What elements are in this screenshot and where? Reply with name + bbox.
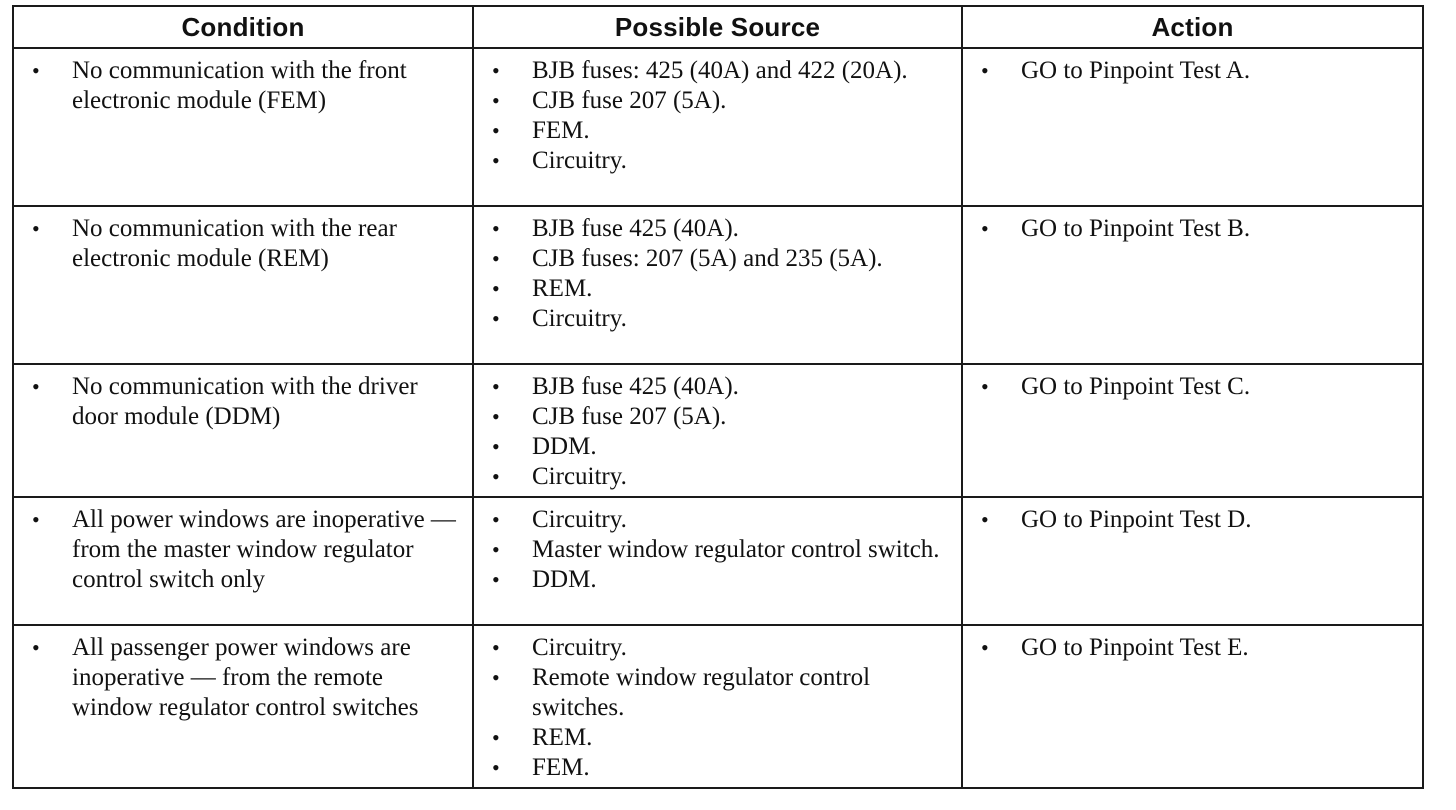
condition-cell — [13, 206, 473, 364]
action-cell — [962, 497, 1423, 625]
header-condition: Condition — [13, 6, 473, 48]
source-cell — [473, 625, 962, 788]
condition-text: • All power windows are inoperative — from the master window regulator control switch only — [28, 505, 462, 595]
condition-cell — [13, 625, 473, 788]
source-item: • Circuitry. — [488, 633, 951, 663]
source-item: • Circuitry. — [488, 304, 951, 334]
condition-text: • All passenger power windows are inoperative — from the remote window regulator control switches — [28, 633, 462, 723]
source-item: • Circuitry. — [488, 462, 951, 492]
condition-text: • No communication with the driver door module (DDM) — [28, 372, 462, 432]
condition-cell — [13, 48, 473, 206]
table-row — [13, 497, 1423, 625]
condition-text: • No communication with the front electronic module (FEM) — [28, 56, 462, 116]
header-possible-source: Possible Source — [473, 6, 962, 48]
source-item: • Master window regulator control switch. — [488, 535, 951, 565]
action-text: • GO to Pinpoint Test B. — [977, 214, 1412, 244]
header-row — [13, 6, 1423, 48]
action-text: • GO to Pinpoint Test E. — [977, 633, 1412, 663]
source-item: • FEM. — [488, 753, 951, 783]
source-item: • CJB fuses: 207 (5A) and 235 (5A). — [488, 244, 951, 274]
action-cell — [962, 206, 1423, 364]
source-cell — [473, 497, 962, 625]
action-cell — [962, 364, 1423, 497]
source-item: • BJB fuses: 425 (40A) and 422 (20A). — [488, 56, 951, 86]
source-item: • REM. — [488, 274, 951, 304]
source-cell — [473, 364, 962, 497]
table-row — [13, 48, 1423, 206]
source-cell — [473, 48, 962, 206]
action-text: • GO to Pinpoint Test A. — [977, 56, 1412, 86]
action-cell — [962, 48, 1423, 206]
table-row — [13, 206, 1423, 364]
action-text: • GO to Pinpoint Test D. — [977, 505, 1412, 535]
table-row — [13, 364, 1423, 497]
source-item: • Circuitry. — [488, 146, 951, 176]
source-item: • CJB fuse 207 (5A). — [488, 86, 951, 116]
source-item: • Circuitry. — [488, 505, 951, 535]
source-item: • REM. — [488, 723, 951, 753]
source-item: • CJB fuse 207 (5A). — [488, 402, 951, 432]
symptom-chart-table — [12, 5, 1424, 789]
source-item: • DDM. — [488, 565, 951, 595]
condition-text: • No communication with the rear electronic module (REM) — [28, 214, 462, 274]
condition-cell — [13, 497, 473, 625]
source-item: • BJB fuse 425 (40A). — [488, 214, 951, 244]
source-cell — [473, 206, 962, 364]
source-item: • BJB fuse 425 (40A). — [488, 372, 951, 402]
condition-cell — [13, 364, 473, 497]
source-item: • DDM. — [488, 432, 951, 462]
action-cell — [962, 625, 1423, 788]
table-row — [13, 625, 1423, 788]
source-item: • Remote window regulator control switches. — [488, 663, 951, 723]
source-item: • FEM. — [488, 116, 951, 146]
header-action: Action — [962, 6, 1423, 48]
action-text: • GO to Pinpoint Test C. — [977, 372, 1412, 402]
